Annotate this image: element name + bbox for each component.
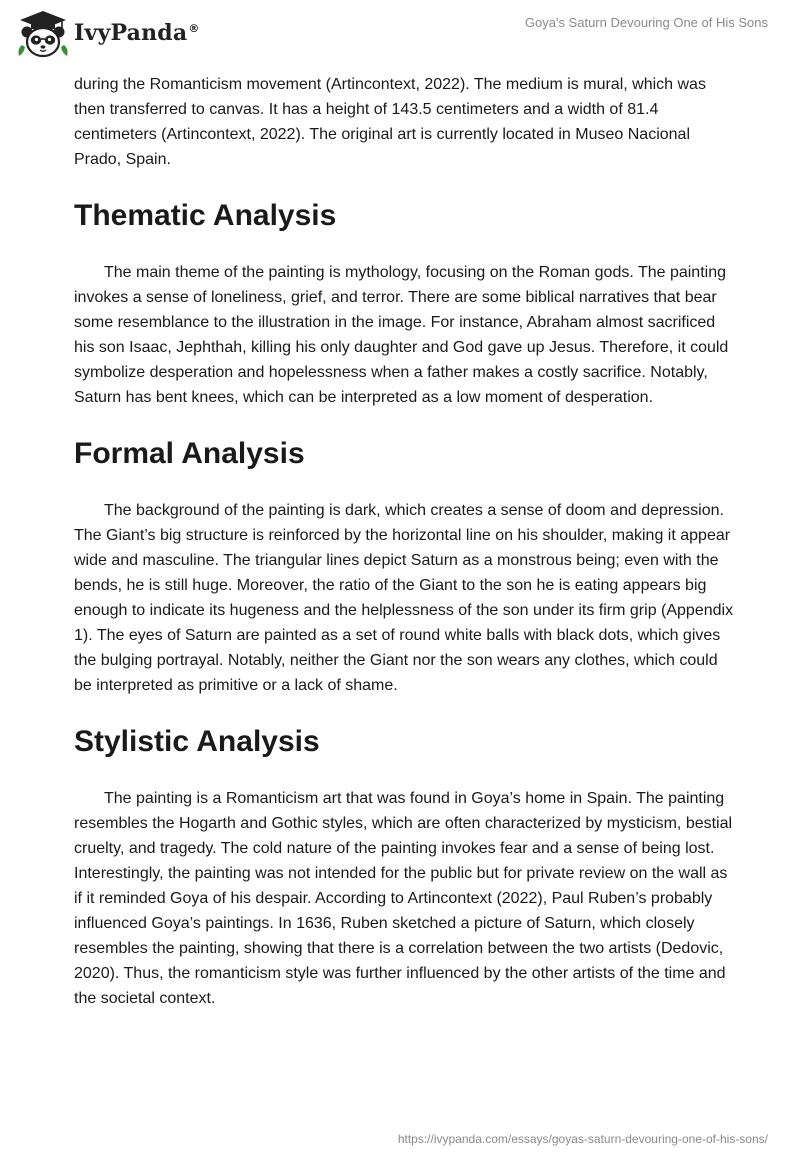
formal-analysis-heading: Formal Analysis [74,437,305,470]
source-url-link[interactable]: https://ivypanda.com/essays/goyas-saturn-devouring-one-of-his-sons/ [397,1132,768,1146]
page-header [0,0,800,66]
ivypanda-logo-link[interactable] [16,9,200,59]
intro-paragraph: during the Romanticism movement (Artincontext, 2022). The medium is mural, which was then transferred to canvas. It has a height of 143.5 centimeters and a width of 81.4 centimeters (Artincontext, 2022). The original art is currently located in Museo Nacional Prado, Spain. [74,76,706,168]
thematic-analysis-heading: Thematic Analysis [74,199,337,232]
registered-mark: ® [188,21,200,35]
stylistic-analysis-heading: Stylistic Analysis [74,725,320,758]
essay-content [74,72,734,1011]
logo-wordmark [74,20,200,46]
logo-text: IvyPanda [74,20,188,46]
stylistic-analysis-paragraph: The painting is a Romanticism art that was found in Goya’s home in Spain. The painting resembles the Hogarth and Gothic styles, which are often characterized by mysticism, bestial cruelty, and tragedy. The cold nature of the painting invokes fear and a sense of being lost. Interestingly, the painting was not intended for the public but for private review on the wall as if it reminded Goya of his despair. According to Artincontext (2022), Paul Ruben’s probably influenced Goya’s paintings. In 1636, Ruben sketched a picture of Saturn, which closely resembles the painting, showing that there is a correlation between the two artists (Dedovic, 2020). Thus, the romanticism style was further influenced by the other artists of the time and the societal context. [74,790,733,1007]
panda-graduate-icon [16,9,70,59]
thematic-analysis-paragraph: The main theme of the painting is mythology, focusing on the Roman gods. The painting invokes a sense of loneliness, grief, and terror. There are some biblical narratives that bear some resemblance to the illustration in the image. For instance, Abraham almost sacrificed his son Isaac, Jephthah, killing his only daughter and God gave up Jesus. Therefore, it could symbolize desperation and hopelessness when a father makes a costly sacrifice. Notably, Saturn has bent knees, which can be interpreted as a low moment of desperation. [74,264,729,406]
running-title: Goya's Saturn Devouring One of His Sons [524,15,768,30]
formal-analysis-paragraph: The background of the painting is dark, which creates a sense of doom and depression. The Giant’s big structure is reinforced by the horizontal line on his shoulder, making it appear wide and masculine. The triangular lines depict Saturn as a monstrous being; even with the bends, he is still huge. Moreover, the ratio of the Giant to the son he is eating appears big enough to indicate its hugeness and the helplessness of the son under its firm grip (Appendix 1). The eyes of Saturn are painted as a set of round white balls with black dots, which gives the bulging portrayal. Notably, neither the Giant nor the son wears any clothes, which could be interpreted as primitive or a lack of shame. [74,502,734,694]
